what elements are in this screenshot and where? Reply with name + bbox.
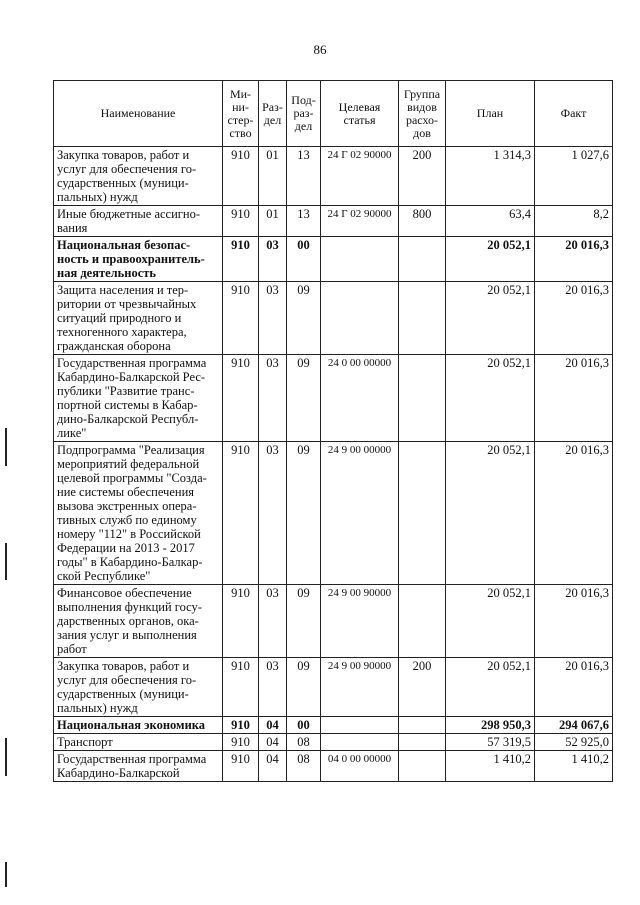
header-target: Целевая статья [321,81,399,147]
cell-plan: 20 052,1 [446,658,535,717]
cell-subsection: 13 [287,206,321,237]
cell-plan: 1 410,2 [446,751,535,782]
cell-section: 01 [259,206,287,237]
cell-fact: 20 016,3 [535,442,613,585]
cell-fact: 8,2 [535,206,613,237]
margin-mark [5,428,7,466]
header-ministry: Ми- ни- стер- ство [223,81,259,147]
cell-target: 24 9 00 90000 [321,658,399,717]
cell-fact: 1 410,2 [535,751,613,782]
cell-fact: 20 016,3 [535,585,613,658]
cell-subsection: 09 [287,658,321,717]
margin-mark [5,738,7,776]
cell-section: 04 [259,734,287,751]
cell-plan: 20 052,1 [446,237,535,282]
cell-group [399,237,446,282]
table-row [54,585,613,658]
margin-mark [5,543,7,580]
cell-ministry: 910 [223,237,259,282]
table-row [54,355,613,442]
budget-table [53,80,613,782]
cell-target: 24 0 00 00000 [321,355,399,442]
cell-plan: 20 052,1 [446,585,535,658]
cell-target: 04 0 00 00000 [321,751,399,782]
table-row [54,658,613,717]
cell-subsection: 08 [287,734,321,751]
cell-name: Закупка товаров, работ и услуг для обеспечения го- сударственных (муници- пальных) нужд [54,147,223,206]
table-row [54,717,613,734]
page-number: 86 [313,42,327,57]
table-row [54,147,613,206]
cell-ministry: 910 [223,717,259,734]
cell-name: Государственная программа Кабардино-Балкарской Рес- публики "Развитие транс- портной системы в Кабар- дино-Балкарской Республ- лике" [54,355,223,442]
cell-name: Национальная экономика [54,717,223,734]
header-subsection: Под- раз- дел [287,81,321,147]
cell-ministry: 910 [223,282,259,355]
cell-plan: 20 052,1 [446,355,535,442]
cell-subsection: 09 [287,355,321,442]
cell-target: 24 9 00 00000 [321,442,399,585]
cell-name: Подпрограмма "Реализация мероприятий федеральной целевой программы "Созда- ние системы обеспечения вызова экстренных опера- тивных служб по единому номеру "112" в Российской Федерации на 2013 - 2017 годы" в Кабардино-Балкар- ской Республике" [54,442,223,585]
cell-ministry: 910 [223,658,259,717]
cell-group [399,734,446,751]
cell-group [399,585,446,658]
header-plan: План [446,81,535,147]
cell-name: Иные бюджетные ассигно- вания [54,206,223,237]
cell-section: 03 [259,658,287,717]
cell-subsection: 00 [287,237,321,282]
header-section: Раз- дел [259,81,287,147]
cell-ministry: 910 [223,585,259,658]
cell-fact: 20 016,3 [535,282,613,355]
cell-plan: 1 314,3 [446,147,535,206]
cell-subsection: 09 [287,442,321,585]
cell-fact: 20 016,3 [535,658,613,717]
cell-ministry: 910 [223,734,259,751]
cell-plan: 57 319,5 [446,734,535,751]
table-body [54,147,613,782]
cell-name: Финансовое обеспечение выполнения функций госу- дарственных органов, ока- зания услуг и выполнения работ [54,585,223,658]
header-name: Наименование [54,81,223,147]
cell-section: 03 [259,237,287,282]
table-row [54,282,613,355]
cell-fact: 52 925,0 [535,734,613,751]
cell-subsection: 00 [287,717,321,734]
cell-section: 04 [259,751,287,782]
table-row [54,237,613,282]
cell-group [399,355,446,442]
cell-ministry: 910 [223,355,259,442]
cell-section: 03 [259,585,287,658]
cell-section: 04 [259,717,287,734]
cell-ministry: 910 [223,206,259,237]
cell-group: 800 [399,206,446,237]
cell-group [399,751,446,782]
cell-section: 03 [259,355,287,442]
cell-group [399,717,446,734]
cell-fact: 20 016,3 [535,237,613,282]
cell-fact: 1 027,6 [535,147,613,206]
cell-section: 03 [259,442,287,585]
table-header-row [54,81,613,147]
cell-subsection: 08 [287,751,321,782]
cell-ministry: 910 [223,751,259,782]
cell-plan: 63,4 [446,206,535,237]
cell-target: 24 Г 02 90000 [321,147,399,206]
cell-target: 24 9 00 90000 [321,585,399,658]
table-row [54,206,613,237]
cell-fact: 294 067,6 [535,717,613,734]
table-row [54,734,613,751]
cell-group [399,282,446,355]
cell-target: 24 Г 02 90000 [321,206,399,237]
cell-target [321,237,399,282]
cell-name: Национальная безопас- ность и правоохранитель- ная деятельность [54,237,223,282]
cell-name: Защита населения и тер- ритории от чрезвычайных ситуаций природного и техногенного характера, гражданская оборона [54,282,223,355]
margin-mark [5,862,7,887]
table-row [54,442,613,585]
cell-section: 01 [259,147,287,206]
cell-plan: 298 950,3 [446,717,535,734]
header-group: Группа видов расхо- дов [399,81,446,147]
cell-group: 200 [399,147,446,206]
cell-name: Государственная программа Кабардино-Балкарской [54,751,223,782]
cell-subsection: 13 [287,147,321,206]
cell-subsection: 09 [287,282,321,355]
cell-name: Закупка товаров, работ и услуг для обеспечения го- сударственных (муници- пальных) нужд [54,658,223,717]
cell-plan: 20 052,1 [446,282,535,355]
cell-plan: 20 052,1 [446,442,535,585]
table-row [54,751,613,782]
cell-target [321,734,399,751]
cell-group: 200 [399,658,446,717]
cell-section: 03 [259,282,287,355]
cell-target [321,717,399,734]
cell-name: Транспорт [54,734,223,751]
cell-group [399,442,446,585]
cell-fact: 20 016,3 [535,355,613,442]
header-fact: Факт [535,81,613,147]
cell-subsection: 09 [287,585,321,658]
cell-ministry: 910 [223,147,259,206]
cell-ministry: 910 [223,442,259,585]
cell-target [321,282,399,355]
